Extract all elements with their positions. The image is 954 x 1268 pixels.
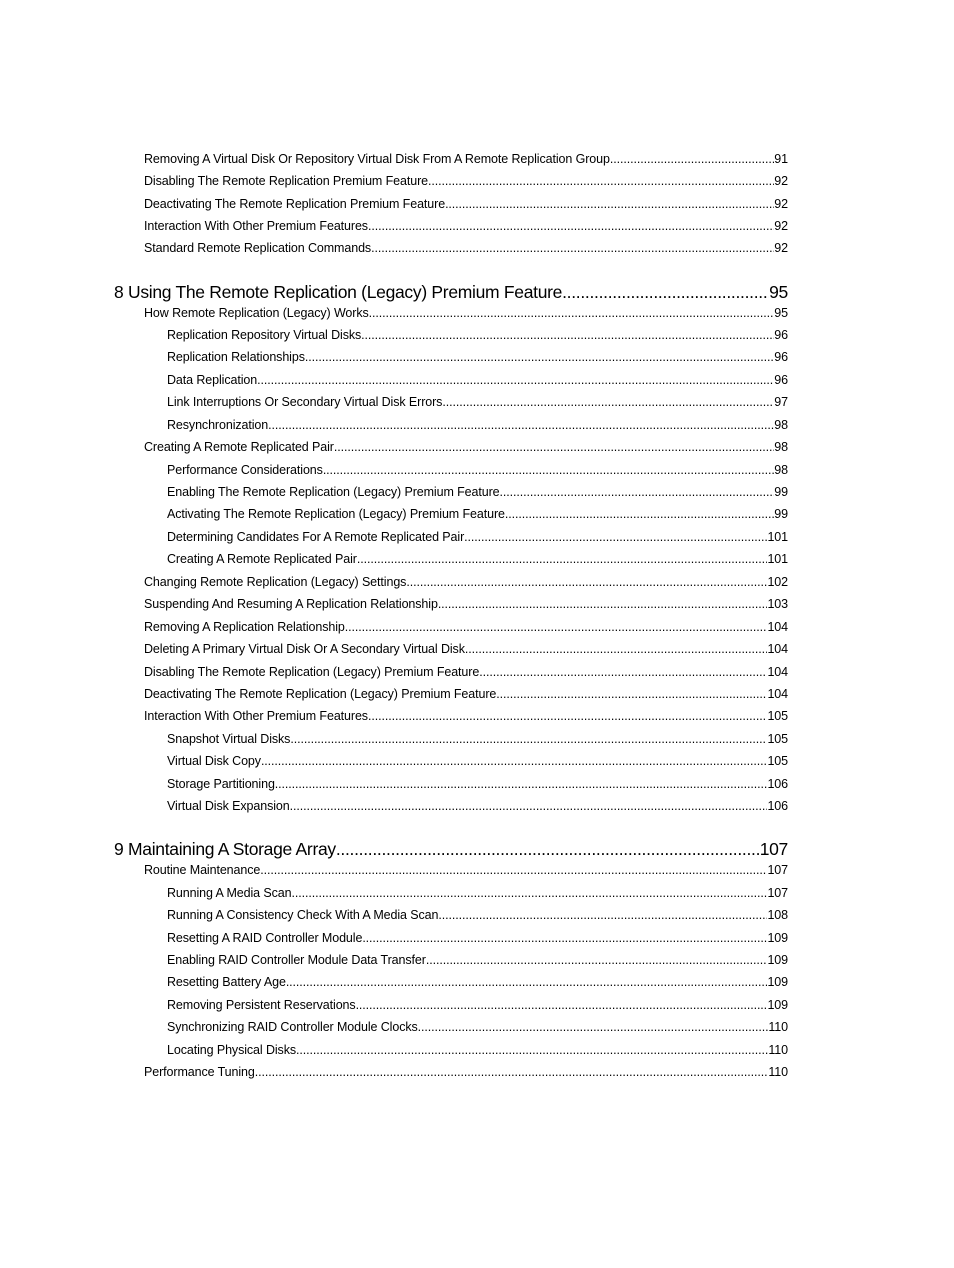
- dot-leader: [500, 485, 775, 499]
- toc-page-number: 107: [767, 863, 788, 877]
- toc-entry[interactable]: [144, 219, 788, 233]
- toc-entry[interactable]: [144, 152, 788, 166]
- toc-entry[interactable]: [167, 799, 788, 813]
- toc-entry[interactable]: [144, 306, 788, 320]
- toc-page-number: 98: [774, 418, 788, 432]
- dot-leader: [356, 998, 768, 1012]
- dot-leader: [465, 642, 768, 656]
- toc-entry[interactable]: [167, 754, 788, 768]
- toc-page-number: 110: [768, 1020, 788, 1034]
- toc-page-number: 102: [767, 575, 788, 589]
- toc-page-number: 109: [767, 953, 788, 967]
- toc-entry[interactable]: [167, 530, 788, 544]
- toc-entry-title: Disabling The Remote Replication Premium Feature: [144, 174, 428, 188]
- dot-leader: [418, 1020, 769, 1034]
- dot-leader: [362, 931, 767, 945]
- toc-page-number: 109: [767, 998, 788, 1012]
- toc-entry-title: Resetting A RAID Controller Module: [167, 931, 363, 945]
- toc-entry[interactable]: [167, 463, 788, 477]
- toc-entry[interactable]: [144, 642, 788, 656]
- toc-page-number: 109: [767, 931, 788, 945]
- toc-entry-title: Running A Media Scan: [167, 886, 292, 900]
- toc-page-number: 104: [767, 665, 788, 679]
- toc-entry-title: Performance Considerations: [167, 463, 323, 477]
- dot-leader: [357, 552, 768, 566]
- toc-page-number: 108: [767, 908, 788, 922]
- toc-entry-title: Resetting Battery Age: [167, 975, 286, 989]
- dot-leader: [305, 350, 774, 364]
- toc-page-number: 96: [774, 350, 788, 364]
- dot-leader: [505, 507, 774, 521]
- toc-entry[interactable]: [167, 908, 788, 922]
- dot-leader: [426, 953, 768, 967]
- toc-page-number: 99: [774, 485, 788, 499]
- toc-entry-title: Virtual Disk Copy: [167, 754, 261, 768]
- dot-leader: [369, 306, 775, 320]
- toc-entry[interactable]: [144, 597, 788, 611]
- toc-entry[interactable]: [144, 687, 788, 701]
- toc-entry-title: Removing A Replication Relationship: [144, 620, 345, 634]
- toc-page-number: 92: [774, 174, 788, 188]
- toc-entry[interactable]: [144, 863, 788, 877]
- dot-leader: [406, 575, 767, 589]
- toc-entry-title: Enabling RAID Controller Module Data Transfer: [167, 953, 426, 967]
- dot-leader: [336, 839, 760, 860]
- toc-entry-title: Storage Partitioning: [167, 777, 275, 791]
- toc-entry[interactable]: [167, 931, 788, 945]
- toc-page-number: 110: [768, 1043, 788, 1057]
- toc-page-number: 109: [767, 975, 788, 989]
- toc-page-number: 92: [774, 197, 788, 211]
- toc-entry-title: Changing Remote Replication (Legacy) Settings: [144, 575, 407, 589]
- dot-leader: [610, 152, 774, 166]
- toc-page-number: 98: [774, 463, 788, 477]
- toc-entry-title: Deleting A Primary Virtual Disk Or A Secondary Virtual Disk: [144, 642, 465, 656]
- toc-page-number: 105: [767, 709, 788, 723]
- toc-entry-title: Data Replication: [167, 373, 258, 387]
- toc-entry-title: How Remote Replication (Legacy) Works: [144, 306, 369, 320]
- toc-entry[interactable]: [167, 552, 788, 566]
- toc-entry-title: Creating A Remote Replicated Pair: [167, 552, 357, 566]
- dot-leader: [562, 282, 769, 303]
- toc-page-number: 107: [767, 886, 788, 900]
- dot-leader: [323, 463, 774, 477]
- dot-leader: [496, 687, 767, 701]
- dot-leader: [290, 732, 767, 746]
- dot-leader: [260, 863, 767, 877]
- toc-entry[interactable]: [167, 418, 788, 432]
- toc-entry-title: Replication Repository Virtual Disks: [167, 328, 362, 342]
- toc-entry-title: Replication Relationships: [167, 350, 305, 364]
- dot-leader: [464, 530, 767, 544]
- toc-page-number: 96: [774, 328, 788, 342]
- toc-page-number: 92: [774, 219, 788, 233]
- toc-entry-title: Removing Persistent Reservations: [167, 998, 356, 1012]
- toc-entry[interactable]: [144, 620, 788, 634]
- dot-leader: [438, 908, 767, 922]
- toc-entry-title: Enabling The Remote Replication (Legacy) Premium Feature: [167, 485, 500, 499]
- toc-entry[interactable]: [144, 709, 788, 723]
- toc-entry[interactable]: [144, 665, 788, 679]
- toc-entry-title: Activating The Remote Replication (Legacy) Premium Feature: [167, 507, 505, 521]
- toc-entry[interactable]: [167, 998, 788, 1012]
- toc-entry-title: Suspending And Resuming A Replication Relationship: [144, 597, 438, 611]
- toc-page-number: 104: [767, 620, 788, 634]
- toc-page-number: 105: [767, 732, 788, 746]
- toc-entry-title: Deactivating The Remote Replication (Legacy) Premium Feature: [144, 687, 497, 701]
- toc-entry[interactable]: [144, 197, 788, 211]
- toc-entry-title: Locating Physical Disks: [167, 1043, 297, 1057]
- toc-entry-title: Deactivating The Remote Replication Premium Feature: [144, 197, 446, 211]
- toc-entry[interactable]: [167, 732, 788, 746]
- dot-leader: [479, 665, 767, 679]
- toc-entry[interactable]: [144, 440, 788, 454]
- toc-entry-title: Standard Remote Replication Commands: [144, 241, 372, 255]
- dot-leader: [286, 975, 768, 989]
- dot-leader: [368, 709, 767, 723]
- dot-leader: [368, 219, 774, 233]
- toc-page-number: 104: [767, 687, 788, 701]
- toc-page-number: 95: [769, 282, 788, 302]
- toc-chapter-entry[interactable]: [114, 282, 788, 303]
- toc-entry[interactable]: [167, 350, 788, 364]
- toc-entry[interactable]: [167, 953, 788, 967]
- toc-page-number: 91: [774, 152, 788, 166]
- toc-entry-title: Determining Candidates For A Remote Replicated Pair: [167, 530, 465, 544]
- dot-leader: [275, 777, 768, 791]
- toc-entry[interactable]: [167, 328, 788, 342]
- toc-page-number: 99: [774, 507, 788, 521]
- dot-leader: [442, 395, 774, 409]
- dot-leader: [371, 241, 774, 255]
- toc-entry-title: 9 Maintaining A Storage Array: [114, 839, 336, 859]
- toc-entry-title: Resynchronization: [167, 418, 269, 432]
- toc-page-number: 104: [767, 642, 788, 656]
- toc-entry[interactable]: [167, 1043, 788, 1057]
- toc-page-number: 110: [768, 1065, 788, 1079]
- toc-entry-title: Virtual Disk Expansion: [167, 799, 290, 813]
- dot-leader: [290, 799, 768, 813]
- toc-page-number: 105: [767, 754, 788, 768]
- toc-entry-title: Running A Consistency Check With A Media Scan: [167, 908, 439, 922]
- toc-page-number: 106: [767, 777, 788, 791]
- toc-page-number: 106: [767, 799, 788, 813]
- toc-entry[interactable]: [167, 886, 788, 900]
- toc-entry[interactable]: [167, 777, 788, 791]
- toc-entry[interactable]: [144, 174, 788, 188]
- dot-leader: [257, 373, 774, 387]
- toc-entry[interactable]: [144, 575, 788, 589]
- toc-entry-title: Snapshot Virtual Disks: [167, 732, 291, 746]
- toc-entry-title: Performance Tuning: [144, 1065, 255, 1079]
- toc-chapter-entry[interactable]: [114, 839, 788, 860]
- toc-page-number: 96: [774, 373, 788, 387]
- toc-entry-title: 8 Using The Remote Replication (Legacy) Premium Feature: [114, 282, 563, 302]
- dot-leader: [438, 597, 768, 611]
- dot-leader: [361, 328, 774, 342]
- toc-page-number: 107: [759, 839, 788, 859]
- dot-leader: [334, 440, 774, 454]
- toc-entry[interactable]: [167, 975, 788, 989]
- toc-page-number: 98: [774, 440, 788, 454]
- dot-leader: [345, 620, 768, 634]
- dot-leader: [261, 754, 768, 768]
- dot-leader: [296, 1043, 768, 1057]
- toc-entry-title: Removing A Virtual Disk Or Repository Virtual Disk From A Remote Replication Group: [144, 152, 610, 166]
- dot-leader: [255, 1065, 769, 1079]
- toc-entry-title: Synchronizing RAID Controller Module Clocks: [167, 1020, 418, 1034]
- dot-leader: [428, 174, 774, 188]
- toc-entry-title: Interaction With Other Premium Features: [144, 219, 368, 233]
- dot-leader: [445, 197, 774, 211]
- toc-page-number: 101: [767, 552, 788, 566]
- dot-leader: [291, 886, 767, 900]
- toc-entry[interactable]: [167, 485, 788, 499]
- toc-entry[interactable]: [167, 507, 788, 521]
- toc-entry-title: Disabling The Remote Replication (Legacy) Premium Feature: [144, 665, 480, 679]
- toc-entry[interactable]: [167, 395, 788, 409]
- toc-page-number: 101: [767, 530, 788, 544]
- toc-page-number: 97: [774, 395, 788, 409]
- toc-entry[interactable]: [144, 1065, 788, 1079]
- toc-entry-title: Link Interruptions Or Secondary Virtual Disk Errors: [167, 395, 443, 409]
- toc-entry[interactable]: [167, 373, 788, 387]
- toc-page-number: 92: [774, 241, 788, 255]
- toc-entry-title: Routine Maintenance: [144, 863, 261, 877]
- toc-entry[interactable]: [167, 1020, 788, 1034]
- toc-entry[interactable]: [144, 241, 788, 255]
- toc-page-number: 103: [767, 597, 788, 611]
- toc-entry-title: Creating A Remote Replicated Pair: [144, 440, 334, 454]
- toc-entry-title: Interaction With Other Premium Features: [144, 709, 368, 723]
- toc-page-number: 95: [774, 306, 788, 320]
- dot-leader: [268, 418, 774, 432]
